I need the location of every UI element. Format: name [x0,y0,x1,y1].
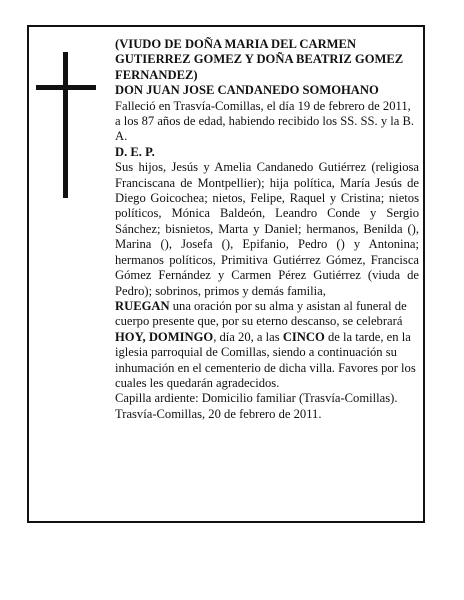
cross-icon [36,52,96,198]
rip-text: D. E. P. [115,144,155,159]
deceased-name: DON JUAN JOSE CANDANEDO SOMOHANO [115,83,379,98]
widow-of-text: (VIUDO DE DOÑA MARIA DEL CARMEN GUTIERREZ GOMEZ Y DOÑA BEATRIZ GOMEZ FERNANDEZ) [115,37,404,82]
chapel-info: Capilla ardiente: Domicilio familiar (Trasvía-Comillas). [115,391,398,406]
request-text-2: , día 20, a las [213,329,283,344]
cinco-word: CINCO [282,329,325,344]
place-date: Trasvía-Comillas, 20 de febrero de 2011. [115,406,322,421]
obituary-text [115,37,419,422]
funeral-request [115,299,419,391]
family-list: Sus hijos, Jesús y Amelia Candanedo Gutiérrez (religiosa Franciscana de Montpellier); hija política, María Jesús de Diego Goicochea; nietos, Felipe, Raquel y Cristina; nietos políticos, Mónica Baldeón, Leandro Conde y Sergio Sánchez; bisnietos, Marta y Daniel; hermanos, Benilda (), Marina (), Josefa (), Epifanio, Pedro () y Antonina; hermanos políticos, Primitiva Gutiérrez Gómez, Francisca Gómez Fernández y Carmen Pérez Gutiérrez (viuda de Pedro); sobrinos, primos y demás familia, [115,160,419,298]
request-text-3: de la tarde, en la iglesia parroquial de Comillas, siendo a continuación su inhumación en el cementerio de dicha villa. Favores por los cuales les quedarán agradecidos. [115,329,416,390]
cross-vertical-bar [63,52,68,198]
request-text-1: una oración por su alma y asistan al funeral de cuerpo presente que, por su eterno descanso, se celebrará [115,298,407,329]
hoy-domingo-word: HOY, DOMINGO [115,329,214,344]
ruegan-word: RUEGAN [115,298,170,313]
death-details: Falleció en Trasvía-Comillas, el día 19 de febrero de 2011, a los 87 años de edad, habiendo recibido los SS. SS. y la B. A. [115,98,415,144]
cross-horizontal-bar [36,85,96,90]
